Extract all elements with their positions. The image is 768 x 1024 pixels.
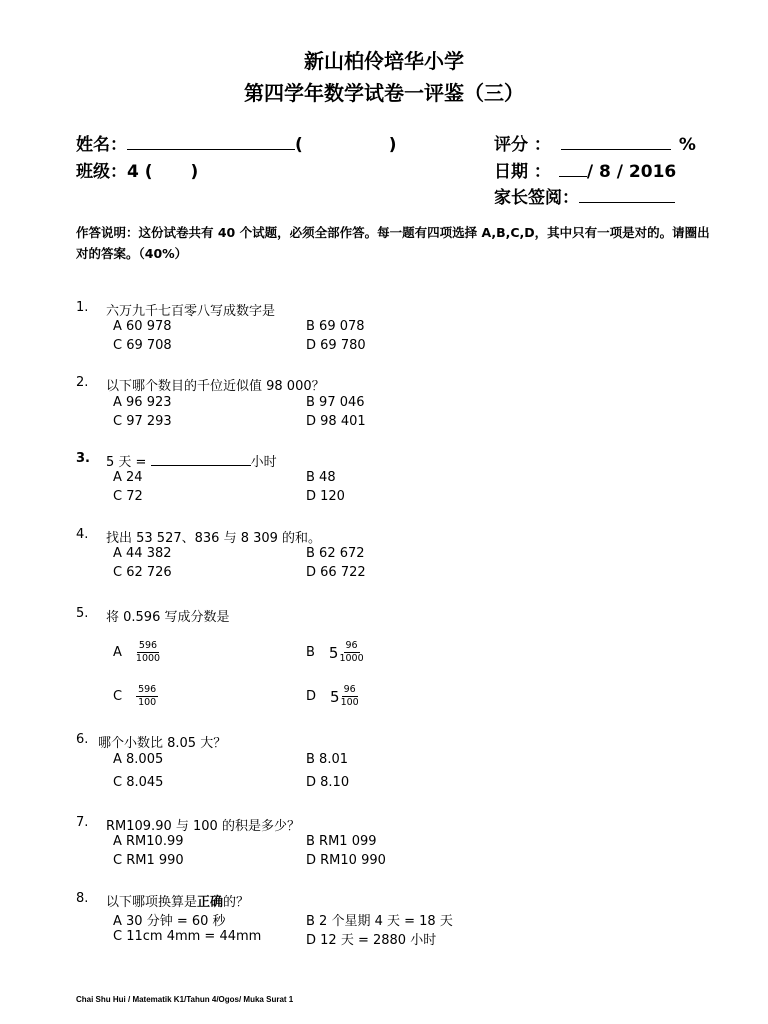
score-blank (561, 134, 671, 150)
question-number: 5. (76, 606, 89, 621)
question-number: 3. (76, 451, 90, 466)
score-field (494, 130, 696, 155)
question-text-before: 以下哪项换算是 (106, 895, 198, 910)
parent-signature-field (494, 183, 675, 208)
whole-number: 5 (330, 687, 340, 706)
question-text: 六万九千七百零八写成数字是 (106, 304, 276, 319)
option-a[interactable]: A 24 (113, 470, 143, 485)
option-c[interactable]: C 8.045 (113, 775, 164, 790)
question-text: RM109.90 与 100 的积是多少？ (106, 819, 300, 834)
question-text-after: 小时 (250, 455, 277, 470)
name-paren-close: ) (388, 135, 397, 155)
option-b[interactable]: B 8.01 (306, 752, 348, 767)
fraction: $\frac{596}{100}$ (138, 684, 157, 708)
option-a[interactable]: A 30 分钟 = 60 秒 (113, 914, 226, 929)
option-b[interactable]: B 62 672 (306, 546, 365, 561)
option-a[interactable]: A 8.005 (113, 752, 164, 767)
question-number: 2. (76, 375, 89, 390)
exam-title: 第四学年数学试卷一评鉴（三） (244, 81, 524, 105)
question-number: 6. (76, 732, 89, 747)
option-c[interactable]: C 72 (113, 489, 143, 504)
question-text-emphasis: 正确 (197, 895, 224, 910)
question-text: 找出 53 527、836 与 8 309 的和。 (106, 531, 322, 546)
fraction: $\frac{96}{100}$ (340, 684, 359, 708)
name-blank (127, 134, 295, 150)
parent-signature-blank (579, 187, 675, 203)
option-letter: A (113, 645, 122, 660)
option-letter: B (306, 645, 315, 660)
option-c[interactable]: C RM1 990 (113, 853, 184, 868)
option-a[interactable]: A 60 978 (113, 319, 172, 334)
option-d[interactable]: D 8.10 (306, 775, 350, 790)
option-c[interactable]: C 69 708 (113, 338, 172, 353)
option-a[interactable]: A RM10.99 (113, 834, 184, 849)
class-paren-close: ) (190, 162, 199, 182)
option-a[interactable]: A 96 923 (113, 395, 172, 410)
class-field (76, 157, 198, 182)
instructions: 作答说明：这份试卷共有 40 个试题，必须全部作答。每一题有四项选择 A,B,C,D，其中只有一项是对的。请圈出对的答案。（40%） (76, 225, 710, 261)
option-letter: C (113, 689, 123, 704)
question-text: 哪个小数比 8.05 大？ (98, 736, 227, 751)
option-b[interactable]: B 97 046 (306, 395, 365, 410)
option-c[interactable]: C 11cm 4mm = 44mm (113, 929, 262, 944)
option-d[interactable]: D 120 (306, 489, 345, 504)
option-d[interactable]: D 66 722 (306, 565, 366, 580)
date-value: / 8 / 2016 (586, 162, 677, 182)
answer-blank (151, 453, 251, 466)
whole-number: 5 (328, 643, 339, 662)
question-text-after: 的？ (223, 895, 250, 910)
option-c[interactable]: C 97 293 (113, 414, 172, 429)
option-d[interactable]: D 12 天 = 2880 小时 (306, 933, 437, 948)
parent-label: 家长签阅： (494, 188, 579, 208)
option-letter: D (306, 689, 317, 704)
option-c[interactable]: C 62 726 (113, 565, 172, 580)
option-b[interactable]: B RM1 099 (306, 834, 377, 849)
question-text-before: 5 天 = (106, 455, 151, 470)
date-label: 日期 ： (494, 162, 551, 182)
question-number: 7. (76, 815, 89, 830)
option-d[interactable]: D RM10 990 (306, 853, 386, 868)
question-text: 以下哪个数目的千位近似值 98 000？ (106, 379, 325, 394)
option-a[interactable]: A 44 382 (113, 546, 172, 561)
score-label: 评分 ： (494, 135, 551, 155)
name-paren-open: ( (295, 135, 303, 155)
question-text (106, 451, 277, 470)
option-d[interactable]: D 98 401 (306, 414, 366, 429)
date-blank (559, 161, 587, 177)
option-d[interactable] (306, 684, 359, 709)
question-text: 将 0.596 写成分数是 (106, 610, 230, 625)
score-unit: % (678, 135, 696, 155)
page-footer: Chai Shu Hui / Matematik K1/Tahun 4/Ogos/ Muka Surat 1 (76, 995, 294, 1004)
option-d[interactable]: D 69 780 (306, 338, 366, 353)
fraction: $\frac{596}{1000}$ (135, 640, 161, 664)
question-text (106, 891, 249, 910)
fraction: $\frac{96}{1000}$ (339, 640, 364, 664)
option-b[interactable] (306, 640, 364, 665)
class-label: 班级：4 ( (76, 162, 153, 182)
name-field (76, 130, 397, 155)
question-number: 4. (76, 527, 89, 542)
name-label: 姓名： (76, 135, 127, 155)
date-field (494, 157, 676, 182)
option-c[interactable] (113, 684, 158, 709)
option-a[interactable] (113, 640, 160, 665)
question-number: 8. (76, 891, 89, 906)
option-b[interactable]: B 48 (306, 470, 336, 485)
school-name: 新山柏伶培华小学 (304, 49, 464, 73)
option-b[interactable]: B 69 078 (306, 319, 365, 334)
option-b[interactable]: B 2 个星期 4 天 = 18 天 (306, 914, 453, 929)
question-number: 1. (76, 300, 89, 315)
